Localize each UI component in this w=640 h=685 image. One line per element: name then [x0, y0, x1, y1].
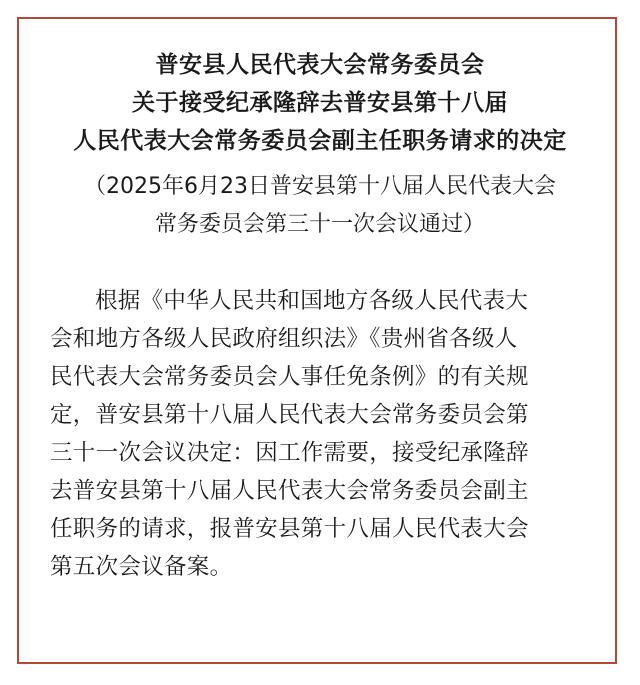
body-line-3: 民代表大会常务委员会人事任免条例》的有关规 [50, 364, 529, 390]
body-line-6: 去普安县第十八届人民代表大会常务委员会副主 [50, 478, 529, 504]
decision-title [0, 46, 640, 160]
body-line-8: 第五次会议备案。 [50, 554, 233, 580]
subtitle-line-1: （2025年6月23日普安县第十八届人民代表大会 [84, 174, 556, 199]
body-line-1: 根据《中华人民共和国地方各级人民代表大 [95, 288, 529, 314]
subtitle-line-2: 常务委员会第三十一次会议通过） [154, 212, 485, 237]
body-line-4: 定，普安县第十八届人民代表大会常务委员会第 [50, 402, 529, 428]
decision-body [50, 282, 600, 586]
adoption-note [0, 168, 640, 244]
body-line-7: 任职务的请求，报普安县第十八届人民代表大会 [50, 516, 529, 542]
title-line-1: 普安县人民代表大会常务委员会 [155, 52, 485, 78]
title-line-3: 人民代表大会常务委员会副主任职务请求的决定 [73, 128, 567, 154]
title-line-2: 关于接受纪承隆辞去普安县第十八届 [132, 90, 508, 116]
body-line-2: 会和地方各级人民政府组织法》《贵州省各级人 [50, 326, 518, 352]
body-line-5: 三十一次会议决定：因工作需要，接受纪承隆辞 [50, 440, 529, 466]
